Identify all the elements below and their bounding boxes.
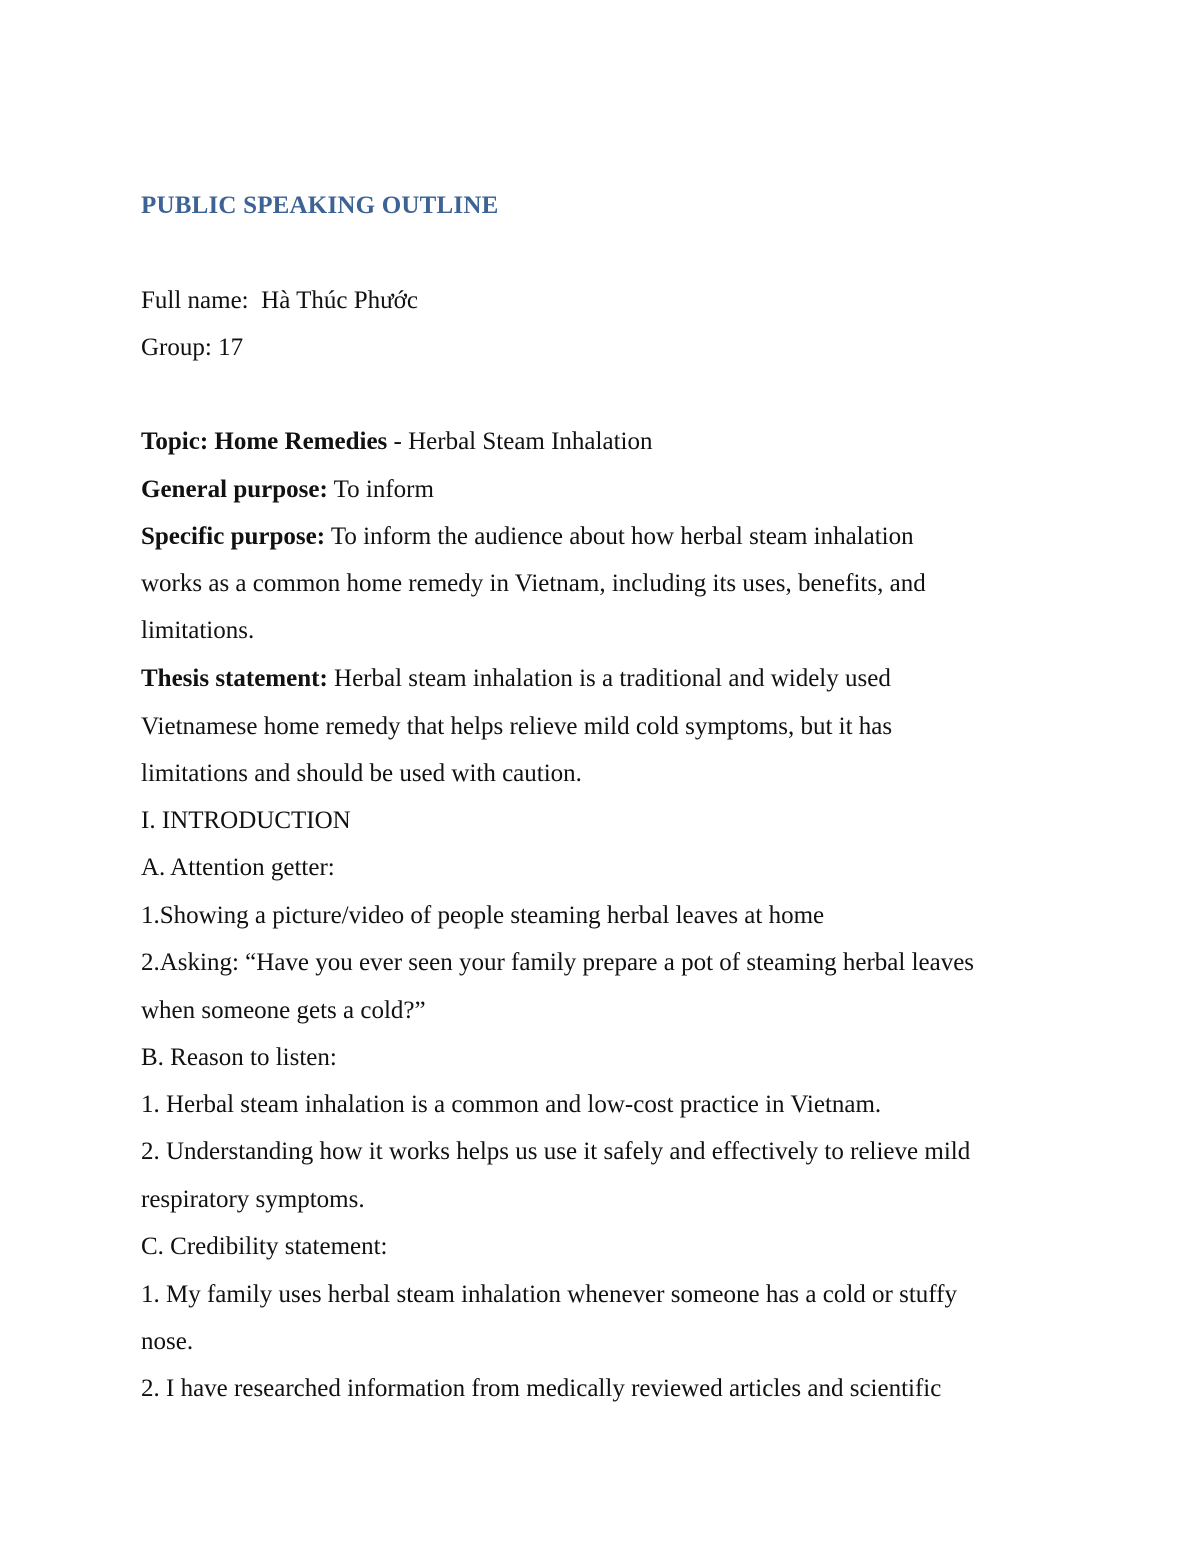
attention-getter-item-1: 1.Showing a picture/video of people steaming herbal leaves at home — [141, 902, 825, 929]
specific-purpose-label: Specific purpose: — [141, 523, 326, 550]
reason-item-2-line-1: 2. Understanding how it works helps us use it safely and effectively to relieve mild — [141, 1138, 971, 1165]
attention-getter-item-2-line-2: when someone gets a cold?” — [141, 997, 426, 1024]
document-title: PUBLIC SPEAKING OUTLINE — [141, 192, 499, 219]
reason-heading: B. Reason to listen: — [141, 1044, 337, 1071]
thesis-line-2: Vietnamese home remedy that helps relieve mild cold symptoms, but it has — [141, 713, 893, 740]
topic-bold: Home Remedies — [214, 428, 388, 455]
attention-getter-item-2-line-1: 2.Asking: “Have you ever seen your family prepare a pot of steaming herbal leaves — [141, 949, 975, 976]
general-purpose-value: To inform — [327, 476, 434, 503]
attention-getter-heading: A. Attention getter: — [141, 854, 335, 881]
topic-rest: - Herbal Steam Inhalation — [387, 428, 653, 455]
topic-label: Topic: — [141, 428, 209, 455]
specific-purpose-line-2: works as a common home remedy in Vietnam, including its uses, benefits, and — [141, 570, 926, 597]
reason-item-2-line-2: respiratory symptoms. — [141, 1186, 365, 1213]
credibility-item-1-line-1: 1. My family uses herbal steam inhalation whenever someone has a cold or stuffy — [141, 1281, 957, 1308]
general-purpose-label: General purpose: — [141, 476, 328, 503]
topic-line — [141, 426, 652, 458]
group-label: Group: — [141, 334, 212, 361]
specific-purpose-text-1: To inform the audience about how herbal steam inhalation — [325, 523, 914, 550]
credibility-item-1-line-2: nose. — [141, 1328, 194, 1355]
group-line — [141, 332, 243, 364]
specific-purpose-line-1 — [141, 521, 914, 553]
intro-heading: I. INTRODUCTION — [141, 807, 351, 834]
full-name-label: Full name: — [141, 287, 249, 314]
specific-purpose-line-3: limitations. — [141, 617, 255, 644]
thesis-text-1: Herbal steam inhalation is a traditional and widely used — [327, 665, 891, 692]
full-name-line — [141, 285, 418, 317]
credibility-heading: C. Credibility statement: — [141, 1233, 388, 1260]
full-name-value: Hà Thúc Phước — [261, 287, 418, 314]
thesis-line-1 — [141, 663, 891, 695]
general-purpose-line — [141, 474, 434, 506]
reason-item-1: 1. Herbal steam inhalation is a common and low-cost practice in Vietnam. — [141, 1091, 882, 1118]
credibility-item-2-line-1: 2. I have researched information from medically reviewed articles and scientific — [141, 1375, 942, 1402]
group-value: 17 — [218, 334, 244, 361]
thesis-label: Thesis statement: — [141, 665, 328, 692]
thesis-line-3: limitations and should be used with caution. — [141, 760, 582, 787]
